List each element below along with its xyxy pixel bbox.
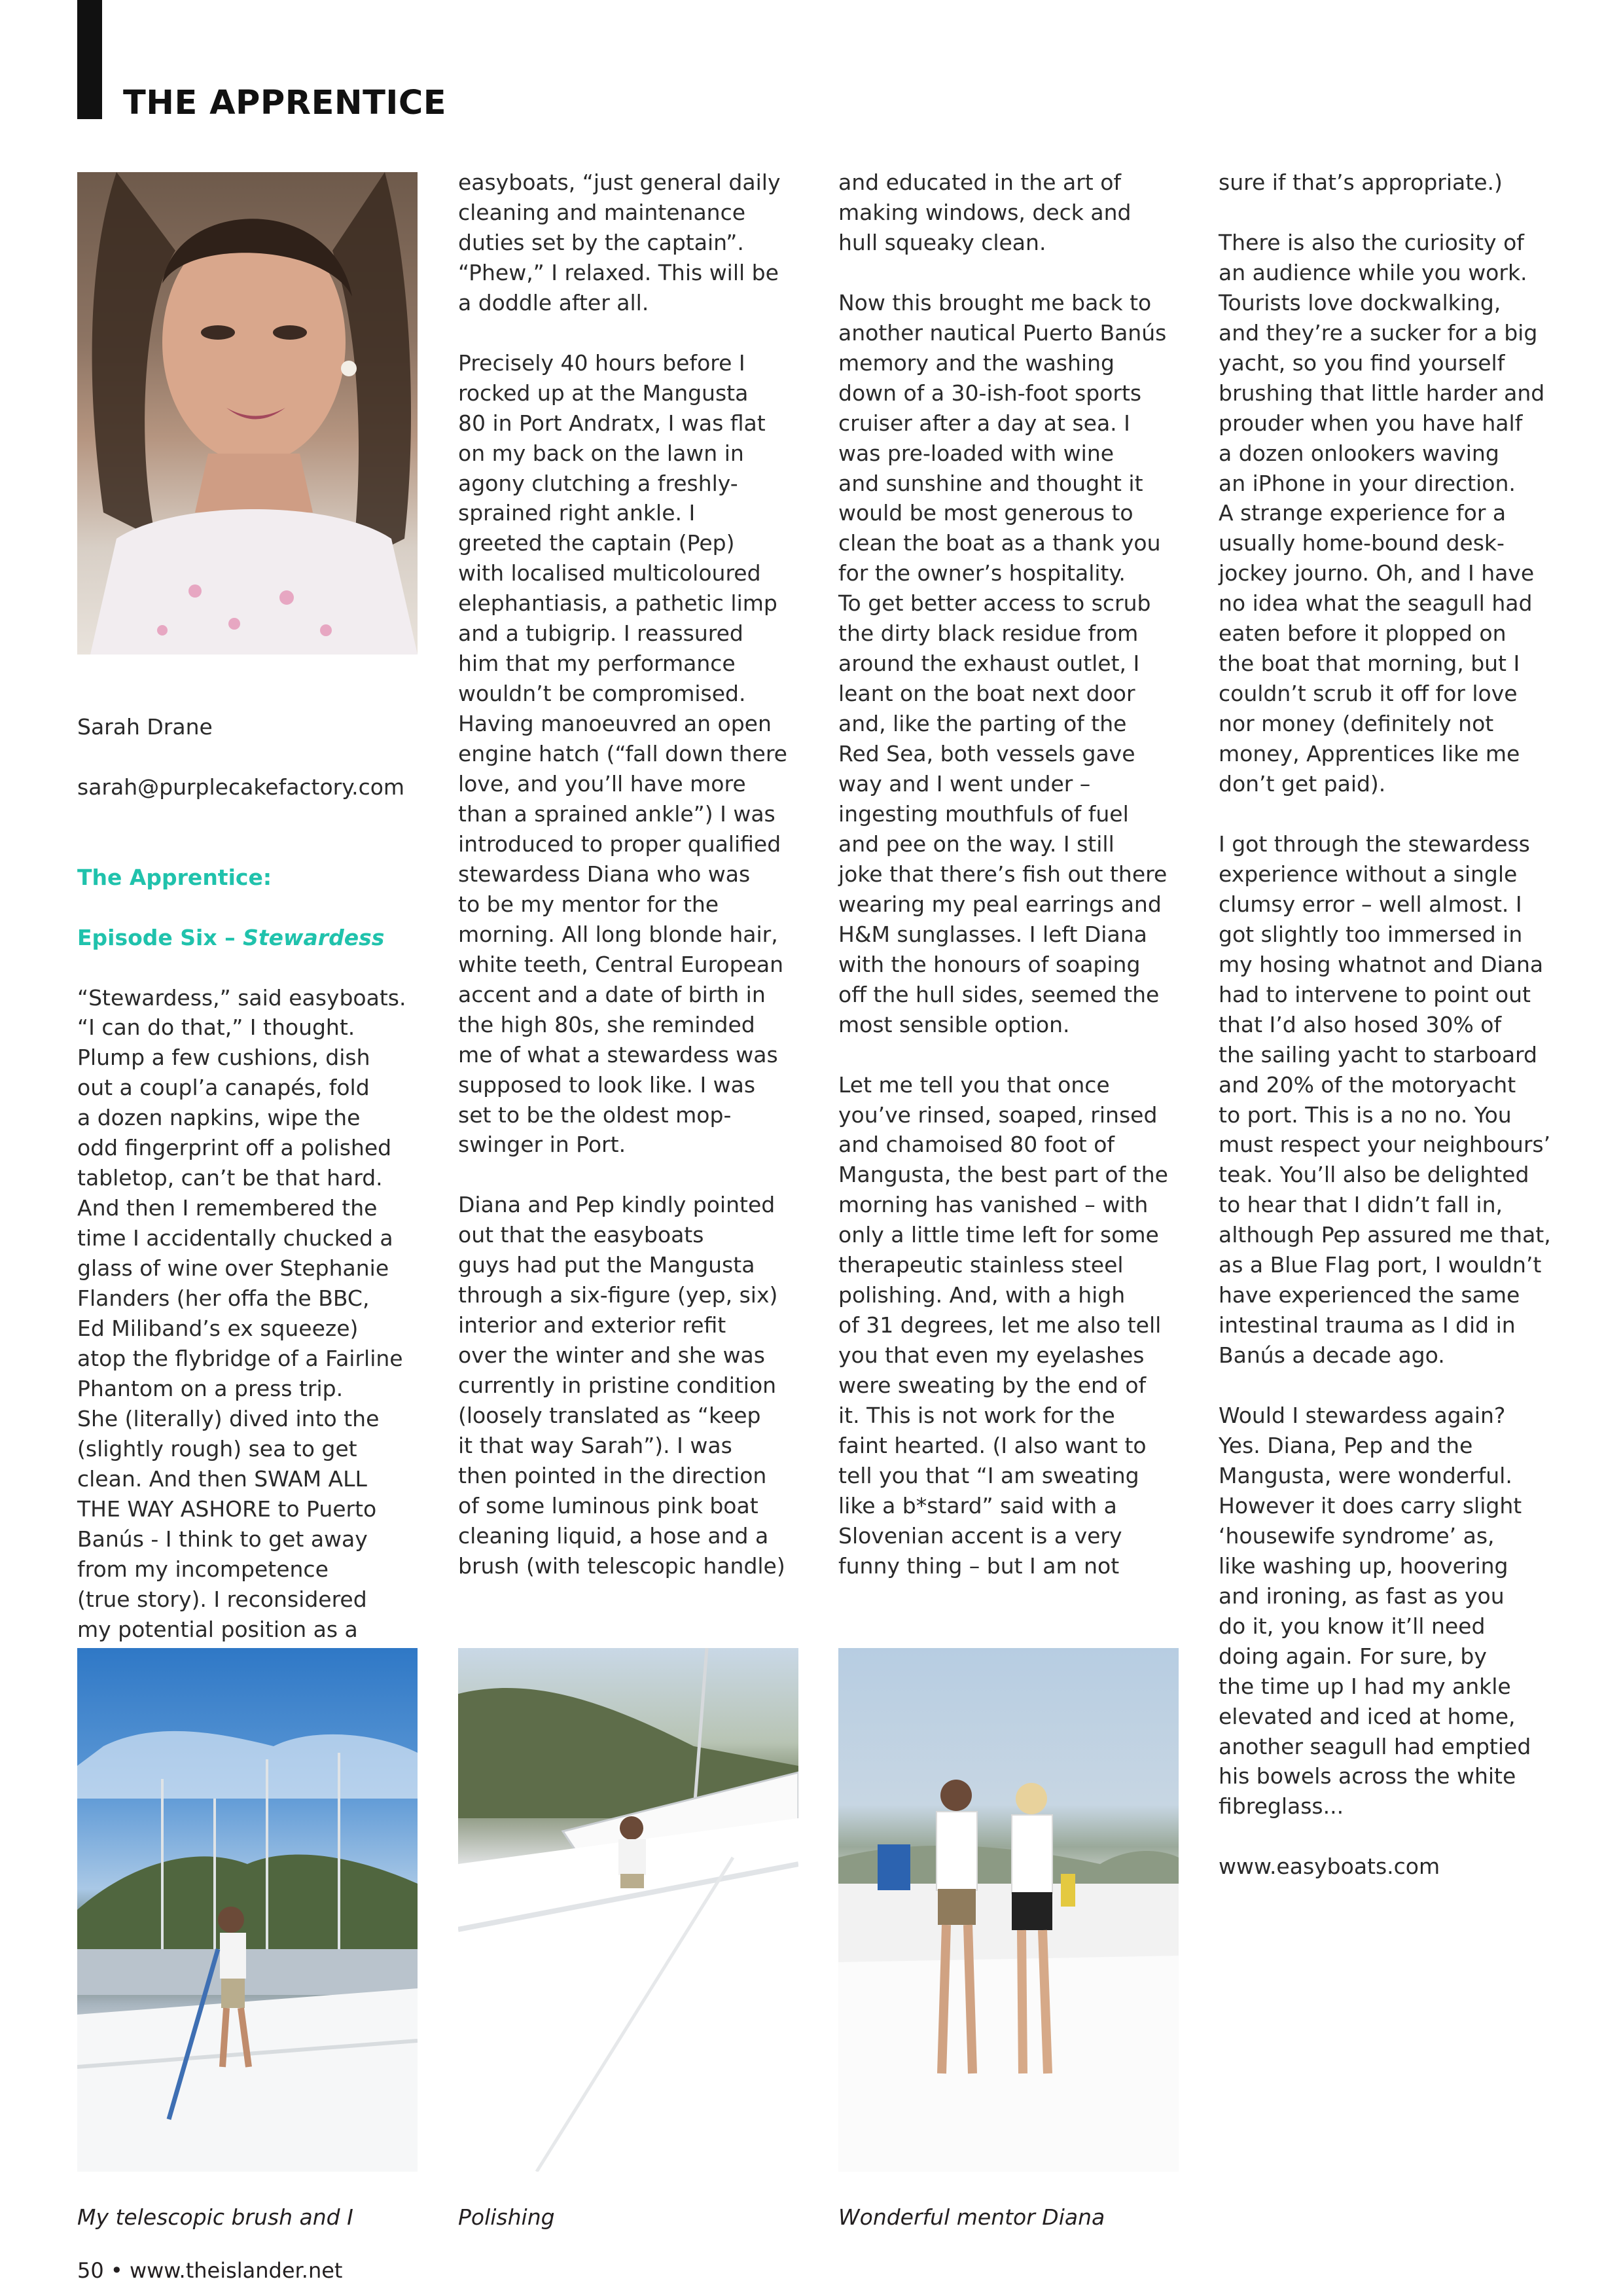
photo-mentor-diana xyxy=(838,1648,1179,2172)
episode-prefix: Episode Six – xyxy=(77,924,243,950)
article-column-3 xyxy=(838,168,1179,1581)
paragraph: Now this brought me back to another nautical Puerto Banús memory and the washing down of a 30-ish-foot sports cruiser after a day at sea. I was pre-loaded with wine and sunshine and thought it would be most generous to clean the boat as a thank you for the owner’s hospitality. To get better access to scrub the dirty black residue from around the exhaust outlet, I leant on the boat next door and, like the parting of the Red Sea, both vessels gave way and I went under – ingesting mouthfuls of fuel and pee on the way. I still joke that there’s fish out there wearing my peal earrings and H&M sunglasses. I left Diana with the honours of soaping off the hull sides, seemed the most sensible option. xyxy=(838,289,1168,1037)
footer-website: www.theislander.net xyxy=(129,2258,343,2283)
author-name: Sarah Drane xyxy=(77,713,213,740)
series-name: The Apprentice: xyxy=(77,864,272,890)
article-column-1 xyxy=(77,682,424,1704)
section-title: THE APPRENTICE xyxy=(123,84,447,122)
section-marker-bar xyxy=(77,0,102,119)
page-footer xyxy=(77,2258,342,2283)
photo-polishing xyxy=(458,1648,798,2172)
photo-caption: My telescopic brush and I xyxy=(77,2204,353,2230)
episode-heading xyxy=(77,833,424,953)
paragraph: “Stewardess,” said easyboats. “I can do that,” I thought. Plump a few cushions, dish out a coupl’a canapés, fold a dozen napkins, wipe the odd fingerprint off a polished tabletop, can’t be that hard. And then I remembered the time I accidentally chucked a glass of wine over Stephanie Flanders (her offa the BBC, Ed Miliband’s ex squeeze) atop the flybridge of a Fairline Phantom on a press trip. She (literally) dived into the (slightly rough) sea to get clean. And then SWAM ALL THE WAY ASHORE to Puerto Banús - I think to get away from my incompetence (true story). I reconsidered my potential position as a xyxy=(77,984,406,1642)
author-portrait-photo xyxy=(77,172,418,655)
photo-caption: Wonderful mentor Diana xyxy=(838,2204,1105,2230)
paragraph: There is also the curiosity of an audience while you work. Tourists love dockwalking, and they’re a sucker for a big yacht, so you find yourself brushing that little harder and prouder when you have half a dozen onlookers waving an iPhone in your direction. A strange experience for a usually home-bound desk- jockey journo. Oh, and I have no idea what the seagull had eaten before it plopped on the boat that morning, but I couldn’t scrub it off for love nor money (definitely not money, Apprentices like me don’t get paid). xyxy=(1219,229,1545,797)
paragraph: Would I stewardess again? Yes. Diana, Pep and the Mangusta, were wonderful. However it does carry slight ‘housewife syndrome’ as, like washing up, hoovering and ironing, as fast as you do it, you know it’ll need doing again. For sure, by the time up I had my ankle elevated and iced at home, another seagull had emptied his bowels across the white fibreglass... xyxy=(1219,1403,1531,1820)
photo-telescopic-brush xyxy=(77,1648,418,2172)
footer-separator: • xyxy=(110,2258,123,2283)
author-email: sarah@purplecakefactory.com xyxy=(77,774,405,800)
article-column-2 xyxy=(458,168,798,1581)
website-link: www.easyboats.com xyxy=(1219,1854,1440,1880)
paragraph: and educated in the art of making windows, deck and hull squeaky clean. xyxy=(838,170,1132,255)
paragraph: sure if that’s appropriate.) xyxy=(1219,170,1503,195)
article-column-4 xyxy=(1219,168,1559,1882)
paragraph: Precisely 40 hours before I rocked up at the Mangusta 80 in Port Andratx, I was flat on my back on the lawn in agony clutching a freshly- sprained right ankle. I greeted the captain (Pep) with localised multicoloured elephantiasis, a pathetic limp and a tubigrip. I reassured him that my performance wouldn’t be compromised. Having manoeuvred an open engine hatch (“fall down there love, and you’ll have more than a sprained ankle”) I was introduced to proper qualified stewardess Diana who was to be my mentor for the morning. All long blonde hair, white teeth, Central European accent and a date of birth in the high 80s, she reminded me of what a stewardess was supposed to look like. I was set to be the oldest mop- swinger in Port. xyxy=(458,350,787,1158)
paragraph: Diana and Pep kindly pointed out that the easyboats guys had put the Mangusta through a six-figure (yep, six) interior and exterior refit over the winter and she was currently in pristine condition (loosely translated as “keep it that way Sarah”). I was then pointed in the direction of some luminous pink boat cleaning liquid, a hose and a brush (with telescopic handle) xyxy=(458,1192,785,1579)
photo-caption: Polishing xyxy=(458,2204,555,2230)
paragraph: Let me tell you that once you’ve rinsed, soaped, rinsed and chamoised 80 foot of Mangusta, the best part of the morning has vanished – with only a little time left for some therapeutic stainless steel polishing. And, with a high of 31 degrees, let me also tell you that even my eyelashes were sweating by the end of it. This is not work for the faint hearted. (I also want to tell you that “I am sweating like a b*stard” said with a Slovenian accent is a very funny thing – but I am not xyxy=(838,1071,1168,1579)
page-number: 50 xyxy=(77,2258,104,2283)
paragraph: I got through the stewardess experience without a single clumsy error – well almost. I got slightly too immersed in my hosing whatnot and Diana had to intervene to point out that I’d also hosed 30% of the sailing yacht to starboard and 20% of the motoryacht to port. This is a no no. You must respect your neighbours’ teak. You’ll also be delighted to hear that I didn’t fall in, although Pep assured me that, as a Blue Flag port, I wouldn’t have experienced the same intestinal trauma as I did in Banús a decade ago. xyxy=(1219,831,1551,1369)
paragraph: easyboats, “just general daily cleaning and maintenance duties set by the captain”. “Phew,” I relaxed. This will be a doddle after all. xyxy=(458,170,781,315)
episode-title: Stewardess xyxy=(243,924,385,950)
